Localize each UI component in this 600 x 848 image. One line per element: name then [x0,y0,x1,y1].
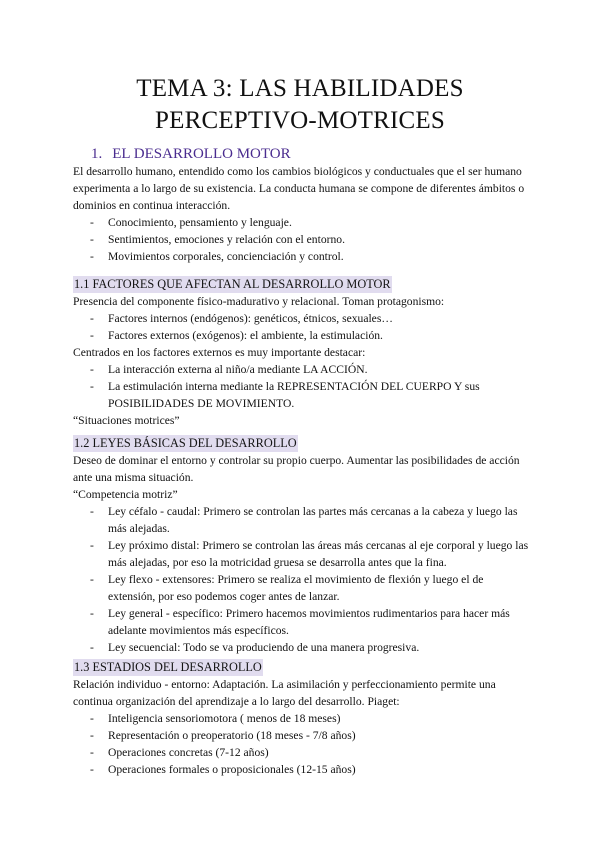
list-item: - Factores externos (exógenos): el ambiente, la estimulación. [73,327,533,344]
list-item: - Operaciones concretas (7-12 años) [73,744,533,761]
subsection-1-3-heading: 1.3 ESTADIOS DEL DESARROLLO [74,660,262,674]
document-title [0,73,600,137]
subsection-1-1-intro-2: Centrados en los factores externos es muy importante destacar: [73,346,366,359]
list-item: - Inteligencia sensoriomotora ( menos de 18 meses) [73,710,533,727]
section-1-intro: El desarrollo humano, entendido como los cambios biológicos y conductuales que el ser humano experimenta a lo largo de su existencia. La conducta humana se compone de diferentes ámbitos o dominios en continua interacción. [73,165,525,212]
list-item: - La interacción externa al niño/a mediante LA ACCIÓN. [73,361,533,378]
subsection-1-1-list-2 [73,361,533,412]
list-item: - Conocimiento, pensamiento y lenguaje. [73,214,533,231]
title-line-2: PERCEPTIVO-MOTRICES [155,107,445,134]
subsection-1-1-heading: 1.1 FACTORES QUE AFECTAN AL DESARROLLO MOTOR [74,277,391,291]
list-item: - Movimientos corporales, concienciación y control. [73,248,533,265]
subsection-1-1-intro: Presencia del componente físico-madurativo y relacional. Toman protagonismo: [73,295,445,308]
list-item: - Ley secuencial: Todo se va produciendo de una manera progresiva. [73,639,533,656]
list-item: - Ley flexo - extensores: Primero se realiza el movimiento de flexión y luego el de extensión, por eso podemos coger antes de lanzar. [73,571,533,605]
subsection-1-3-list [73,710,533,778]
list-item: - Ley próximo distal: Primero se controlan las áreas más cercanas al eje corporal y luego las más alejadas, por eso la motricidad gruesa se desarrolla antes que la fina. [73,537,533,571]
subsection-1-2-list [73,503,533,656]
subsection-1-3 [73,659,533,778]
subsection-1-1-list [73,310,533,344]
section-1-heading [91,146,291,163]
section-1-body [73,163,533,265]
section-1-title: EL DESARROLLO MOTOR [112,146,291,162]
subsection-1-2-intro: Deseo de dominar el entorno y controlar su propio cuerpo. Aumentar las posibilidades de acción ante una misma situación. [73,454,520,484]
section-1-list [73,214,533,265]
subsection-1-2-heading: 1.2 LEYES BÁSICAS DEL DESARROLLO [74,436,297,450]
list-item: - La estimulación interna mediante la REPRESENTACIÓN DEL CUERPO Y sus POSIBILIDADES DE MOVIMIENTO. [73,378,533,412]
subsection-1-1-quote: “Situaciones motrices” [73,414,180,427]
list-item: - Sentimientos, emociones y relación con el entorno. [73,231,533,248]
list-item: - Ley céfalo - caudal: Primero se controlan las partes más cercanas a la cabeza y luego las más alejadas. [73,503,533,537]
subsection-1-1 [73,276,533,429]
subsection-1-3-intro: Relación individuo - entorno: Adaptación. La asimilación y perfeccionamiento permite una continua organización del aprendizaje a lo largo del desarrollo. Piaget: [73,678,496,708]
subsection-1-2 [73,435,533,656]
section-1-number: 1. [91,146,103,162]
list-item: - Ley general - específico: Primero hacemos movimientos rudimentarios para hacer más adelante movimientos más específicos. [73,605,533,639]
list-item: - Operaciones formales o proposicionales (12-15 años) [73,761,533,778]
title-line-1: TEMA 3: LAS HABILIDADES [136,75,464,102]
list-item: - Factores internos (endógenos): genéticos, étnicos, sexuales… [73,310,533,327]
list-item: - Representación o preoperatorio (18 meses - 7/8 años) [73,727,533,744]
subsection-1-2-quote: “Competencia motriz” [73,488,178,501]
